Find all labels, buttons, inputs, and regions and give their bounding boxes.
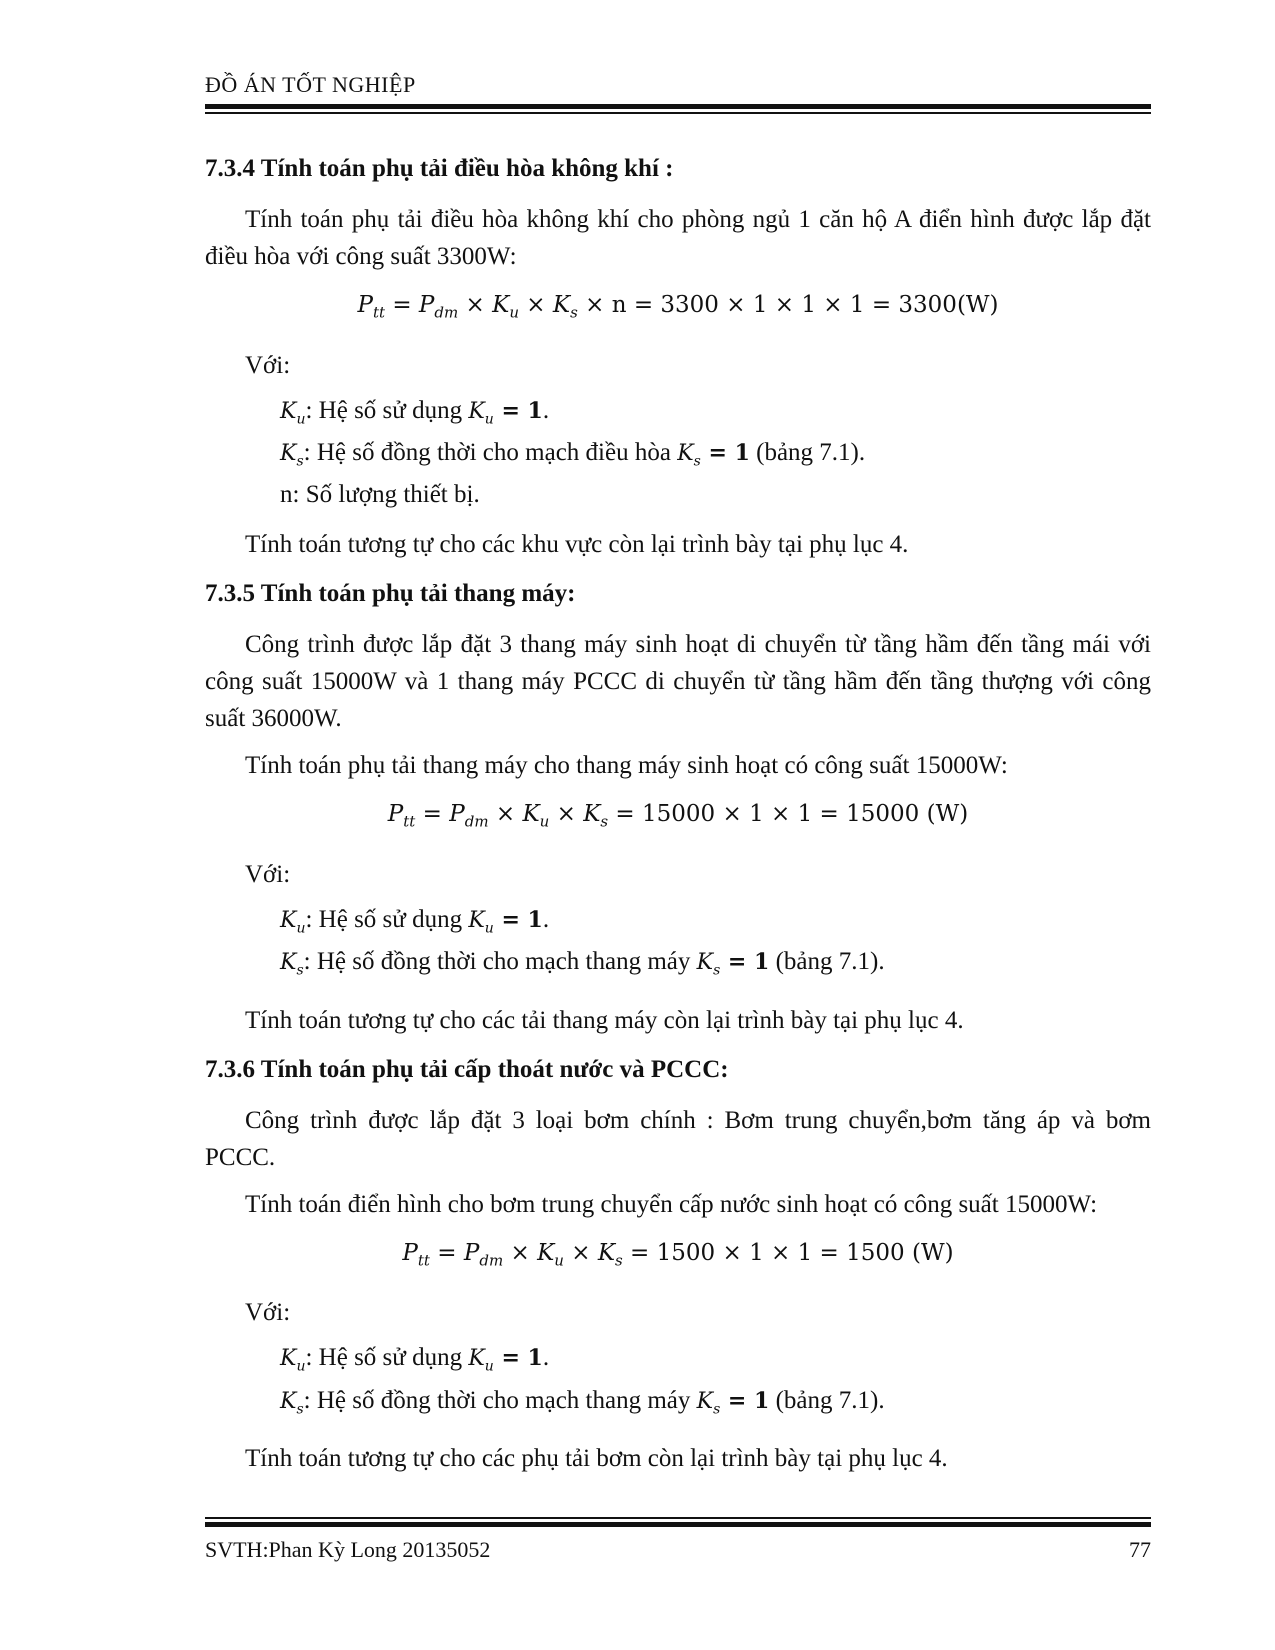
section-heading: 7.3.6 Tính toán phụ tải cấp thoát nước và PCCC: xyxy=(205,1055,729,1083)
definition-ks: $K_s$: Hệ số đồng thời cho mạch điều hòa $K_s = 1$ (bảng 7.1). xyxy=(280,438,866,470)
symbol-ku: $K_u$ xyxy=(537,1239,564,1270)
symbol-pdm: $P_{dm}$ xyxy=(463,1239,504,1270)
symbol-ks: $K_s$ xyxy=(583,801,609,831)
definition-ku: $K_u$: Hệ số sử dụng $K_u = 1$. xyxy=(280,905,550,937)
formula-rhs: = 1500 × 1 × 1 = 1500 (W) xyxy=(622,1239,954,1266)
section-heading: 7.3.4 Tính toán phụ tải điều hòa không khí : xyxy=(205,155,674,182)
symbol-ks: $K_s$ xyxy=(597,1239,623,1270)
symbol-pdm: $P_{dm}$ xyxy=(418,292,459,322)
page-number: 77 xyxy=(1129,1537,1151,1562)
header-divider xyxy=(205,104,1151,116)
symbol-ptt: $P_{tt}$ xyxy=(387,801,416,831)
definitions xyxy=(280,1341,1151,1426)
section-heading: 7.3.5 Tính toán phụ tải thang máy: xyxy=(205,580,576,608)
formula-rhs: × n = 3300 × 1 × 1 × 1 = 3300(W) xyxy=(577,292,999,318)
definition-ks: $K_s$: Hệ số đồng thời cho mạch thang máy $K_s = 1$ (bảng 7.1). xyxy=(280,948,885,979)
symbol-pdm: $P_{dm}$ xyxy=(449,801,489,831)
paragraph: Tính toán tương tự cho các khu vực còn lại trình bày tại phụ lục 4. xyxy=(245,531,909,559)
page-content xyxy=(205,150,1151,1487)
definition-ku: $K_u$: Hệ số sử dụng $K_u = 1$. xyxy=(280,396,550,427)
paragraph: Tính toán phụ tải thang máy cho thang máy sinh hoạt có công suất 15000W: xyxy=(245,752,1008,780)
paragraph: Công trình được lắp đặt 3 thang máy sinh hoạt di chuyển từ tầng hầm đến tầng mái với công suất 15000W và 1 thang máy PCCC di chuyển từ tầng hầm đến tầng thượng với công suất 36000W. xyxy=(205,631,1151,733)
symbol-ks: $K_s$ xyxy=(552,292,578,322)
definitions xyxy=(280,394,1151,513)
symbol-ptt: $P_{tt}$ xyxy=(357,292,386,322)
paragraph: Tính toán tương tự cho các phụ tải bơm còn lại trình bày tại phụ lục 4. xyxy=(245,1445,948,1473)
footer-author: SVTH:Phan Kỳ Long 20135052 xyxy=(205,1537,491,1562)
paragraph: Công trình được lắp đặt 3 loại bơm chính : Bơm trung chuyển,bơm tăng áp và bơm PCCC. xyxy=(205,1106,1151,1171)
symbol-ptt: $P_{tt}$ xyxy=(402,1239,430,1270)
definition-n: n: Số lượng thiết bị. xyxy=(280,481,480,509)
footer-divider xyxy=(205,1517,1151,1529)
paragraph: Tính toán phụ tải điều hòa không khí cho phòng ngủ 1 căn hộ A điển hình được lắp đặt điều hòa với công suất 3300W: xyxy=(205,206,1151,270)
formula: $P_{tt} = P_{dm} \times K_u \times K_s = 15000 \times 1 \times 1 = 15000$ (W) xyxy=(387,801,969,831)
with-label: Với: xyxy=(245,1299,291,1327)
paragraph: Tính toán tương tự cho các tải thang máy còn lại trình bày tại phụ lục 4. xyxy=(245,1006,964,1034)
definition-ku: $K_u$: Hệ số sử dụng $K_u = 1$. xyxy=(280,1344,550,1375)
formula: $P_{tt} = P_{dm} \times K_u \times K_s = 1500 \times 1 \times 1 = 1500$ (W) xyxy=(402,1239,954,1270)
definition-ks: $K_s$: Hệ số đồng thời cho mạch thang máy $K_s = 1$ (bảng 7.1). xyxy=(280,1386,885,1418)
page-header-title: ĐỒ ÁN TỐT NGHIỆP xyxy=(205,72,416,97)
formula: $P_{tt} = P_{dm} \times K_u \times K_s \times n = 3300 \times 1 \times 1 \times 1 = 3300(W)$ xyxy=(357,292,999,322)
with-label: Với: xyxy=(245,351,291,379)
formula-rhs: = 15000 × 1 × 1 = 15000 (W) xyxy=(608,801,969,828)
symbol-ku: $K_u$ xyxy=(492,292,519,322)
symbol-ku: $K_u$ xyxy=(522,801,550,831)
definitions xyxy=(280,903,1151,988)
with-label: Với: xyxy=(245,860,291,888)
paragraph: Tính toán điển hình cho bơm trung chuyển cấp nước sinh hoạt có công suất 15000W: xyxy=(245,1190,1098,1218)
